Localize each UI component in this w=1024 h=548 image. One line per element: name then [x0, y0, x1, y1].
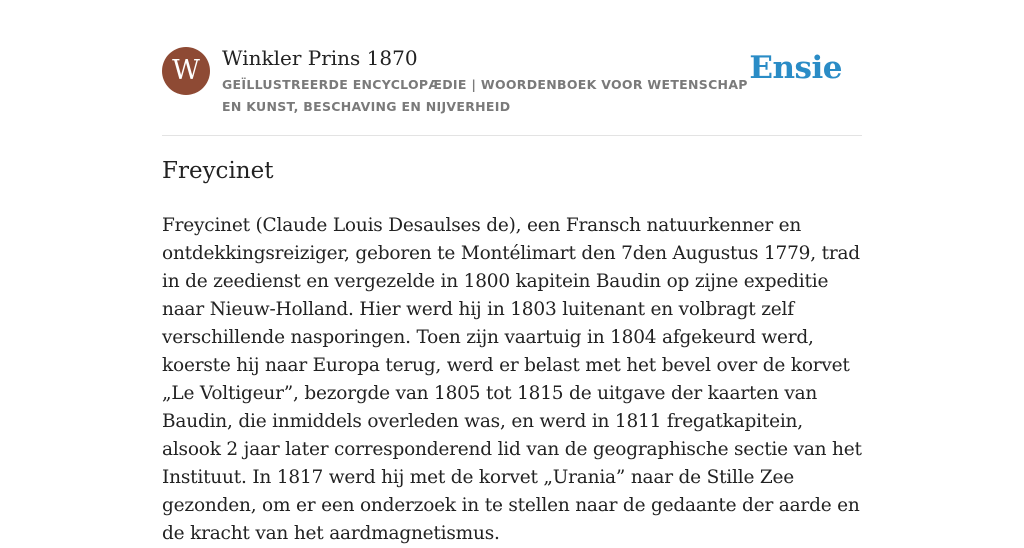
brand-logo[interactable]: Ensie: [749, 50, 842, 86]
header-divider: [162, 135, 862, 136]
source-subtitle: GEÏLLUSTREERDE ENCYCLOPÆDIE | WOORDENBOEK VOOR WETENSCHAP EN KUNST, BESCHAVING EN NIJVERHEID: [222, 77, 748, 114]
source-title[interactable]: Winkler Prins 1870: [222, 46, 418, 70]
source-avatar[interactable]: W: [162, 47, 210, 95]
entry-body: Freycinet (Claude Louis Desaulses de), een Fransch natuurkenner en ontdekkingsreiziger, geboren te Montélimart den 7den Augustus 1779, trad in de zeedienst en vergezelde in 1800 kapitein Baudin op zijne expeditie naar Nieuw-Holland. Hier werd hij in 1803 luitenant en volbragt zelf verschillende nasporingen. Toen zijn vaartuig in 1804 afgekeurd werd, koerste hij naar Europa terug, werd er belast met het bevel over de korvet „Le Voltigeur”, bezorgde van 1805 tot 1815 de uitgave der kaarten van Baudin, die inmiddels overleden was, en werd in 1811 fregatkapitein, alsook 2 jaar later corresponderend lid van de geographische sectie van het Instituut. In 1817 werd hij met de korvet „Urania” naar de Stille Zee gezonden, om er een onderzoek in te stellen naar de gedaante der aarde en de kracht van het aardmagnetismus.: [162, 215, 862, 544]
entry-title: Freycinet: [162, 158, 274, 184]
